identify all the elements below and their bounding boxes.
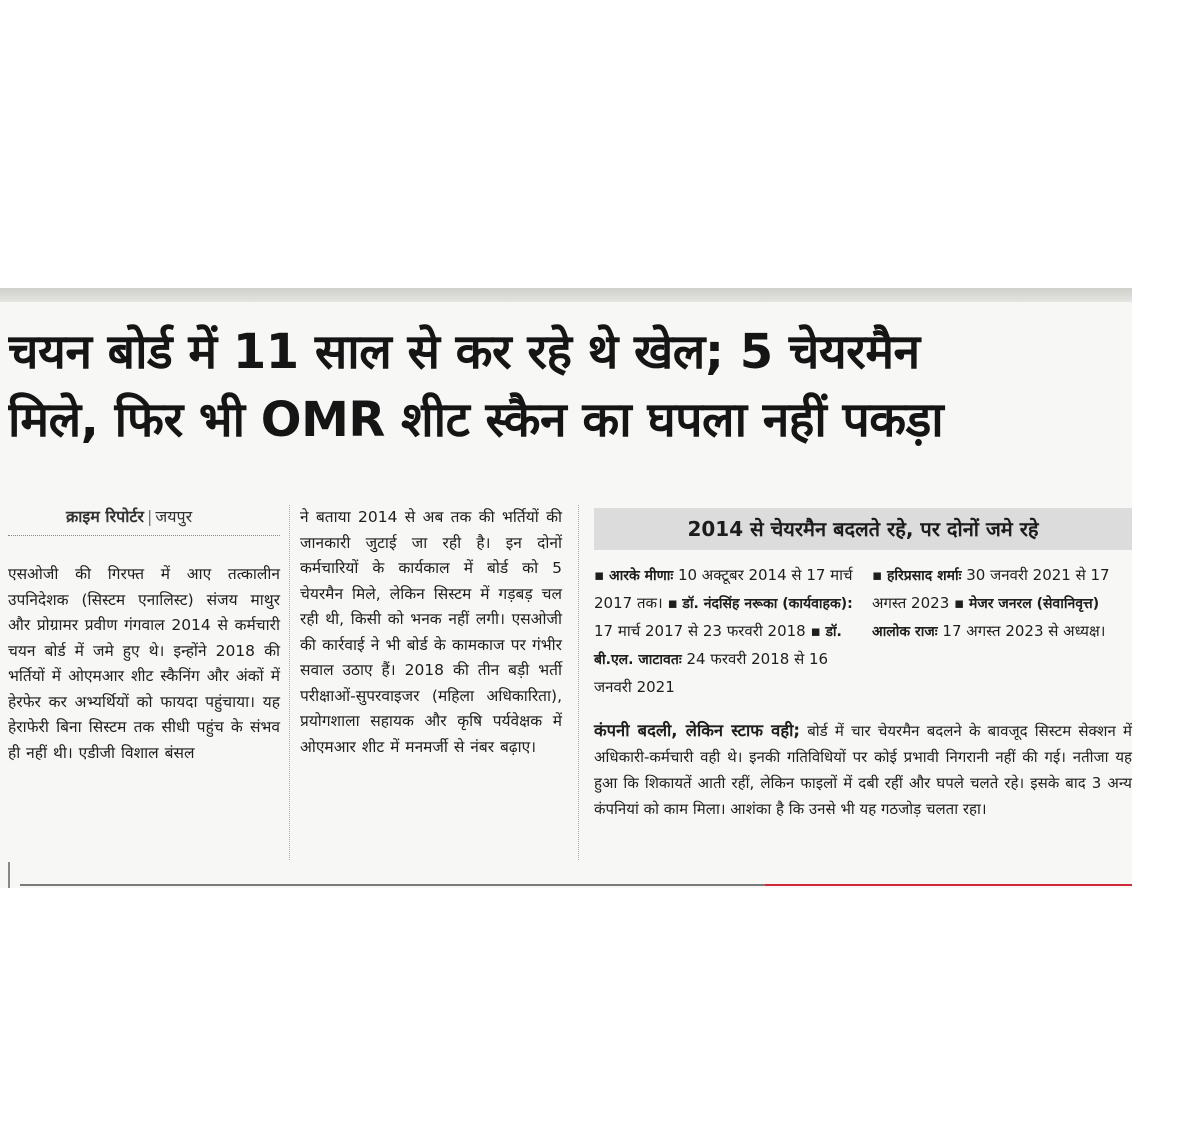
bottom-rule-gray: [20, 884, 765, 886]
story-column-2: ने बताया 2014 से अब तक की भर्तियों की जानकारी जुटाई जा रही है। इन दोनों कर्मचारियों के कार्यकाल में बोर्ड को 5 चेयरमैन मिले, लेकिन सिस्टम में गड़बड़ चल रही थी, किसी को भनक नहीं लगी। एसओजी की कार्रवाई ने भी बोर्ड के कामकाज पर गंभीर सवाल उठाए हैं। 2018 की तीन बड़ी भर्ती परीक्षाओं-सुपरवाइजर (महिला अधिकारिता), प्रयोगशाला सहायक और कृषि पर्यवेक्षक में ओएमआर शीट में मनमर्जी से नंबर बढ़ाए।: [300, 508, 562, 756]
headline-line-1: चयन बोर्ड में 11 साल से कर रहे थे खेल; 5 चेयरमैन: [8, 324, 920, 380]
byline-separator: |: [146, 507, 153, 526]
chairman-entry: ▪ आरके मीणाः 10 अक्टूबर 2014 से 17 मार्च 2017 तक।: [594, 566, 853, 612]
headline-line-2: मिले, फिर भी OMR शीट स्कैन का घपला नहीं पकड़ा: [8, 392, 944, 448]
byline: [66, 505, 192, 527]
chairman-entry: ▪ डॉ. बी.एल. जाटावतः 24 फरवरी 2018 से 16 जनवरी 2021: [594, 622, 842, 696]
chairman-name: आरके मीणाः: [608, 568, 674, 584]
chairman-entry: ▪ मेजर जनरल (सेवानिवृत्त) आलोक राजः 17 अगस्त 2023 से अध्यक्ष।: [872, 594, 1106, 640]
chairman-tenure: 17 मार्च 2017 से 23 फरवरी 2018: [594, 622, 806, 640]
chairmen-column-2: [872, 562, 1132, 646]
top-rule: [0, 288, 1132, 302]
staff-text: बोर्ड में चार चेयरमैन बदलने के बावजूद सिस्टम सेक्शन में अधिकारी-कर्मचारी वही थे। इनकी गतिविधियों पर कोई प्रभावी निगरानी नहीं की गई। नतीजा यह हुआ कि शिकायतें आती रहीं, लेकिन फाइलों में दबी रहीं और घपले चलते रहे। इसके बाद 3 अन्य कंपनियां को काम मिला। आशंका है कि उनसे भी यह गठजोड़ चलता रहा।: [594, 722, 1132, 818]
story-column-1: एसओजी की गिरफ्त में आए तत्कालीन उपनिदेशक (सिस्टम एनालिस्ट) संजय माथुर और प्रोग्रामर प्रवीण गंगवाल 2014 से कर्मचारी चयन बोर्ड में जमे हुए थे। इन्होंने 2018 की भर्तियों में ओएमआर शीट स्कैनिंग और अंकों में हेरफेर कर अभ्यर्थियों को फायदा पहुंचाया। यह हेराफेरी बिना सिस्टम तक सीधी पहुंच के संभव ही नहीं थी। एडीजी विशाल बंसल: [8, 565, 280, 762]
byline-divider: [8, 535, 280, 536]
chairman-name: मेजर जनरल (सेवानिवृत्त) आलोक राजः: [872, 596, 1100, 640]
byline-city: जयपुर: [155, 507, 193, 526]
chairman-entry: ▪ हरिप्रसाद शर्माः 30 जनवरी 2021 से 17 अगस्त 2023: [872, 566, 1110, 612]
chairman-tenure: 17 अगस्त 2023 से अध्यक्ष।: [942, 622, 1106, 640]
chairman-tenure: 30 जनवरी 2021 से 17 अगस्त 2023: [872, 566, 1110, 612]
chairman-name: डॉ. बी.एल. जाटावतः: [594, 624, 842, 668]
column-divider: [578, 505, 580, 860]
column-divider: [289, 505, 291, 860]
chairman-name: हरिप्रसाद शर्माः: [886, 568, 962, 584]
staff-paragraph: [594, 718, 1132, 822]
chairman-entry: ▪ डॉ. नंदसिंह नरूका (कार्यवाहक): 17 मार्च 2017 से 23 फरवरी 2018: [594, 594, 853, 640]
corner-tick: [8, 862, 10, 888]
chairman-tenure: 10 अक्टूबर 2014 से 17 मार्च 2017 तक।: [594, 566, 853, 612]
bottom-rule-red: [765, 884, 1132, 886]
byline-reporter: क्राइम रिपोर्टर: [66, 507, 144, 526]
sidebar-title: 2014 से चेयरमैन बदलते रहे, पर दोनों जमे रहे: [594, 508, 1132, 550]
chairman-tenure: 24 फरवरी 2018 से 16 जनवरी 2021: [594, 650, 829, 696]
staff-lead: कंपनी बदली, लेकिन स्टाफ वही;: [594, 721, 800, 740]
headline: [8, 318, 1132, 454]
chairmen-column-1: [594, 562, 856, 701]
chairman-name: डॉ. नंदसिंह नरूका (कार्यवाहक):: [682, 596, 853, 612]
